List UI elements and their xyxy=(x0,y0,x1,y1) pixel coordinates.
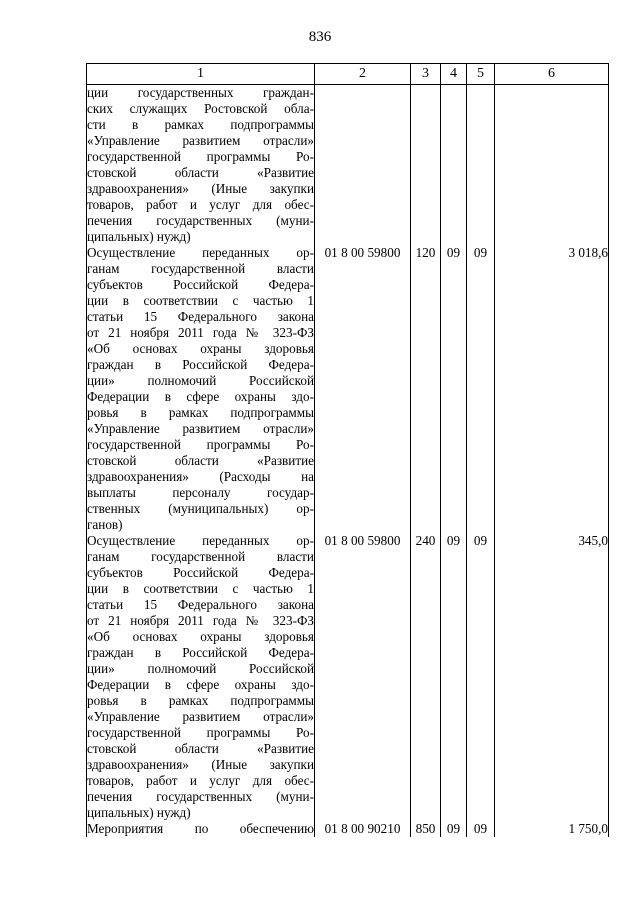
description-line: Федерации в сфере охраны здо- xyxy=(87,389,314,404)
description-line: ции в соответствии с частью 1 xyxy=(87,293,314,308)
description-line: статьи 15 Федерального закона xyxy=(87,309,314,324)
description-line: от 21 ноября 2011 года № 323-ФЗ xyxy=(87,325,314,340)
description-line: от 21 ноября 2011 года № 323-ФЗ xyxy=(87,613,314,628)
description-line: Осуществление переданных ор- xyxy=(87,533,314,548)
description-line: печения государственных (муни- xyxy=(87,213,314,228)
description-line: товаров, работ и услуг для обес- xyxy=(87,773,314,788)
expense-type-code xyxy=(411,85,441,246)
description-line: ции» полномочий Российской xyxy=(87,373,314,388)
description-line: «Управление развитием отрасли» xyxy=(87,133,314,148)
description-line: ственных (муниципальных) ор- xyxy=(87,501,314,516)
description-line: ганам государственной власти xyxy=(87,261,314,276)
subsection-code: 09 xyxy=(467,533,495,821)
table-body xyxy=(87,85,609,838)
description-line: Федерации в сфере охраны здо- xyxy=(87,677,314,692)
target-article-code: 01 8 00 59800 xyxy=(315,533,411,821)
description-line: «Управление развитием отрасли» xyxy=(87,421,314,436)
column-header-2: 2 xyxy=(315,64,411,85)
description-line: стовской области «Развитие xyxy=(87,453,314,468)
column-header-5: 5 xyxy=(467,64,495,85)
subsection-code xyxy=(467,85,495,246)
description-line: граждан в Российской Федера- xyxy=(87,357,314,372)
description-line: государственной программы Ро- xyxy=(87,149,314,164)
expense-type-code: 120 xyxy=(411,245,441,533)
subsection-code: 09 xyxy=(467,245,495,533)
description-line: печения государственных (муни- xyxy=(87,789,314,804)
amount-value: 3 018,6 xyxy=(495,245,609,533)
expense-type-code: 850 xyxy=(411,821,441,837)
row-description xyxy=(87,533,315,821)
description-line: «Управление развитием отрасли» xyxy=(87,709,314,724)
description-line: Мероприятия по обеспечению xyxy=(87,821,314,836)
table-row xyxy=(87,533,609,821)
description-line: выплаты персоналу государ- xyxy=(87,485,314,500)
description-line: стовской области «Развитие xyxy=(87,165,314,180)
description-line: здравоохранения» (Расходы на xyxy=(87,469,314,484)
description-line: ровья в рамках подпрограммы xyxy=(87,405,314,420)
target-article-code: 01 8 00 90210 xyxy=(315,821,411,837)
description-line: ципальных) нужд) xyxy=(87,229,191,244)
page-number: 836 xyxy=(308,29,332,45)
description-line: ции в соответствии с частью 1 xyxy=(87,581,314,596)
description-line: государственной программы Ро- xyxy=(87,437,314,452)
target-article-code xyxy=(315,85,411,246)
row-description xyxy=(87,821,315,837)
description-line: сти в рамках подпрограммы xyxy=(87,117,314,132)
description-line: ципальных) нужд) xyxy=(87,805,191,820)
description-line: ции государственных граждан- xyxy=(87,85,314,100)
expense-type-code: 240 xyxy=(411,533,441,821)
description-line: ганам государственной власти xyxy=(87,549,314,564)
description-line: статьи 15 Федерального закона xyxy=(87,597,314,612)
amount-value xyxy=(495,85,609,246)
subsection-code: 09 xyxy=(467,821,495,837)
description-line: государственной программы Ро- xyxy=(87,725,314,740)
description-line: ганов) xyxy=(87,517,123,532)
table-row xyxy=(87,821,609,837)
amount-value: 345,0 xyxy=(495,533,609,821)
section-code: 09 xyxy=(441,245,467,533)
description-line: граждан в Российской Федера- xyxy=(87,645,314,660)
description-line: здравоохранения» (Иные закупки xyxy=(87,181,314,196)
budget-table xyxy=(86,63,609,837)
table-row xyxy=(87,245,609,533)
description-line: товаров, работ и услуг для обес- xyxy=(87,197,314,212)
header-row xyxy=(87,64,609,85)
section-code xyxy=(441,85,467,246)
description-line: «Об основах охраны здоровья xyxy=(87,629,314,644)
description-line: ровья в рамках подпрограммы xyxy=(87,693,314,708)
description-line: Осуществление переданных ор- xyxy=(87,245,314,260)
column-header-6: 6 xyxy=(495,64,609,85)
description-line: «Об основах охраны здоровья xyxy=(87,341,314,356)
description-line: ских служащих Ростовской обла- xyxy=(87,101,314,116)
table-row xyxy=(87,85,609,246)
column-header-4: 4 xyxy=(441,64,467,85)
row-description xyxy=(87,85,315,246)
description-line: стовской области «Развитие xyxy=(87,741,314,756)
description-line: здравоохранения» (Иные закупки xyxy=(87,757,314,772)
amount-value: 1 750,0 xyxy=(495,821,609,837)
row-description xyxy=(87,245,315,533)
target-article-code: 01 8 00 59800 xyxy=(315,245,411,533)
column-header-3: 3 xyxy=(411,64,441,85)
section-code: 09 xyxy=(441,821,467,837)
section-code: 09 xyxy=(441,533,467,821)
column-header-1: 1 xyxy=(87,64,315,85)
description-line: ции» полномочий Российской xyxy=(87,661,314,676)
description-line: субъектов Российской Федера- xyxy=(87,277,314,292)
description-line: субъектов Российской Федера- xyxy=(87,565,314,580)
